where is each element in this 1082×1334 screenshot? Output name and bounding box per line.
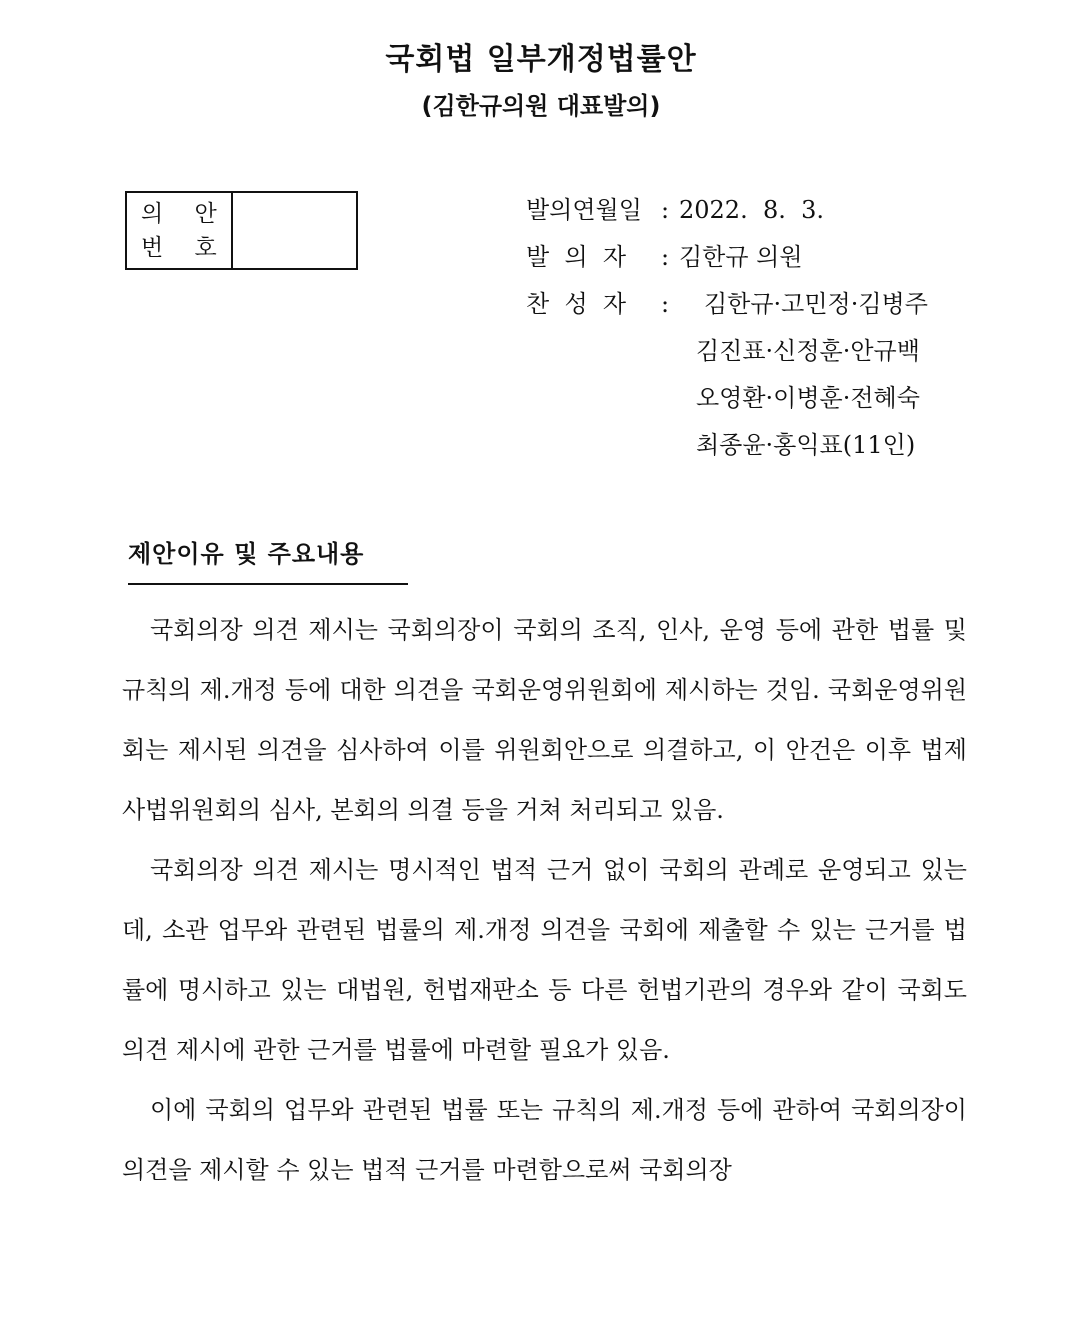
body-paragraph: 국회의장 의견 제시는 명시적인 법적 근거 없이 국회의 관례로 운영되고 있는데, 소관 업무와 관련된 법률의 제.개정 의견을 국회에 제출할 수 있는 근거를 법률에 명시하고 있는 대법원, 헌법재판소 등 다른 헌법기관의 경우와 같이 국회도 의견 제시에 관한 근거를 법률에 마련할 필요가 있음. bbox=[122, 856, 967, 1064]
proposer-label: 발 의 자 bbox=[526, 243, 627, 271]
cosponsor-line: 오영환·이병훈·전혜숙 bbox=[696, 384, 920, 412]
cosponsor-line: 최종윤·홍익표(11인) bbox=[696, 431, 916, 459]
document-subtitle: (김한규의원 대표발의) bbox=[421, 92, 661, 120]
proposer-row bbox=[526, 237, 803, 272]
section-heading: 제안이유 및 주요내용 bbox=[128, 534, 408, 585]
cosponsor-line: 김한규·고민정·김병주 bbox=[704, 290, 928, 318]
body-paragraph: 이에 국회의 업무와 관련된 법률 또는 규칙의 제.개정 등에 관하여 국회의장이 의견을 제시할 수 있는 법적 근거를 마련함으로써 국회의장 bbox=[122, 1096, 967, 1184]
proposal-date-row bbox=[526, 190, 824, 225]
bill-number-label bbox=[127, 193, 233, 268]
proposal-date-label: 발의연월일 bbox=[526, 196, 642, 224]
bill-number-value bbox=[233, 193, 356, 268]
cosponsors-row bbox=[526, 284, 679, 319]
cosponsors-label: 찬 성 자 bbox=[526, 290, 627, 318]
separator: : bbox=[661, 290, 670, 318]
section-body bbox=[122, 600, 967, 1200]
bill-number-label-line1: 의 안 bbox=[141, 200, 229, 227]
separator: : bbox=[661, 196, 670, 224]
bill-number-label-line2: 번 호 bbox=[141, 234, 229, 261]
bill-number-box bbox=[125, 191, 358, 270]
separator: : bbox=[661, 243, 670, 271]
body-paragraph: 국회의장 의견 제시는 국회의장이 국회의 조직, 인사, 운영 등에 관한 법률 및 규칙의 제.개정 등에 대한 의견을 국회운영위원회에 제시하는 것임. 국회운영위원회는 제시된 의견을 심사하여 이를 위원회안으로 의결하고, 이 안건은 이후 법제사법위원회의 심사, 본회의 의결 등을 거쳐 처리되고 있음. bbox=[122, 616, 967, 824]
cosponsor-line: 김진표·신정훈·안규백 bbox=[696, 337, 920, 365]
proposal-date-value: 2022. 8. 3. bbox=[679, 196, 825, 224]
document-title: 국회법 일부개정법률안 bbox=[385, 42, 697, 77]
proposer-value: 김한규 의원 bbox=[679, 243, 803, 271]
